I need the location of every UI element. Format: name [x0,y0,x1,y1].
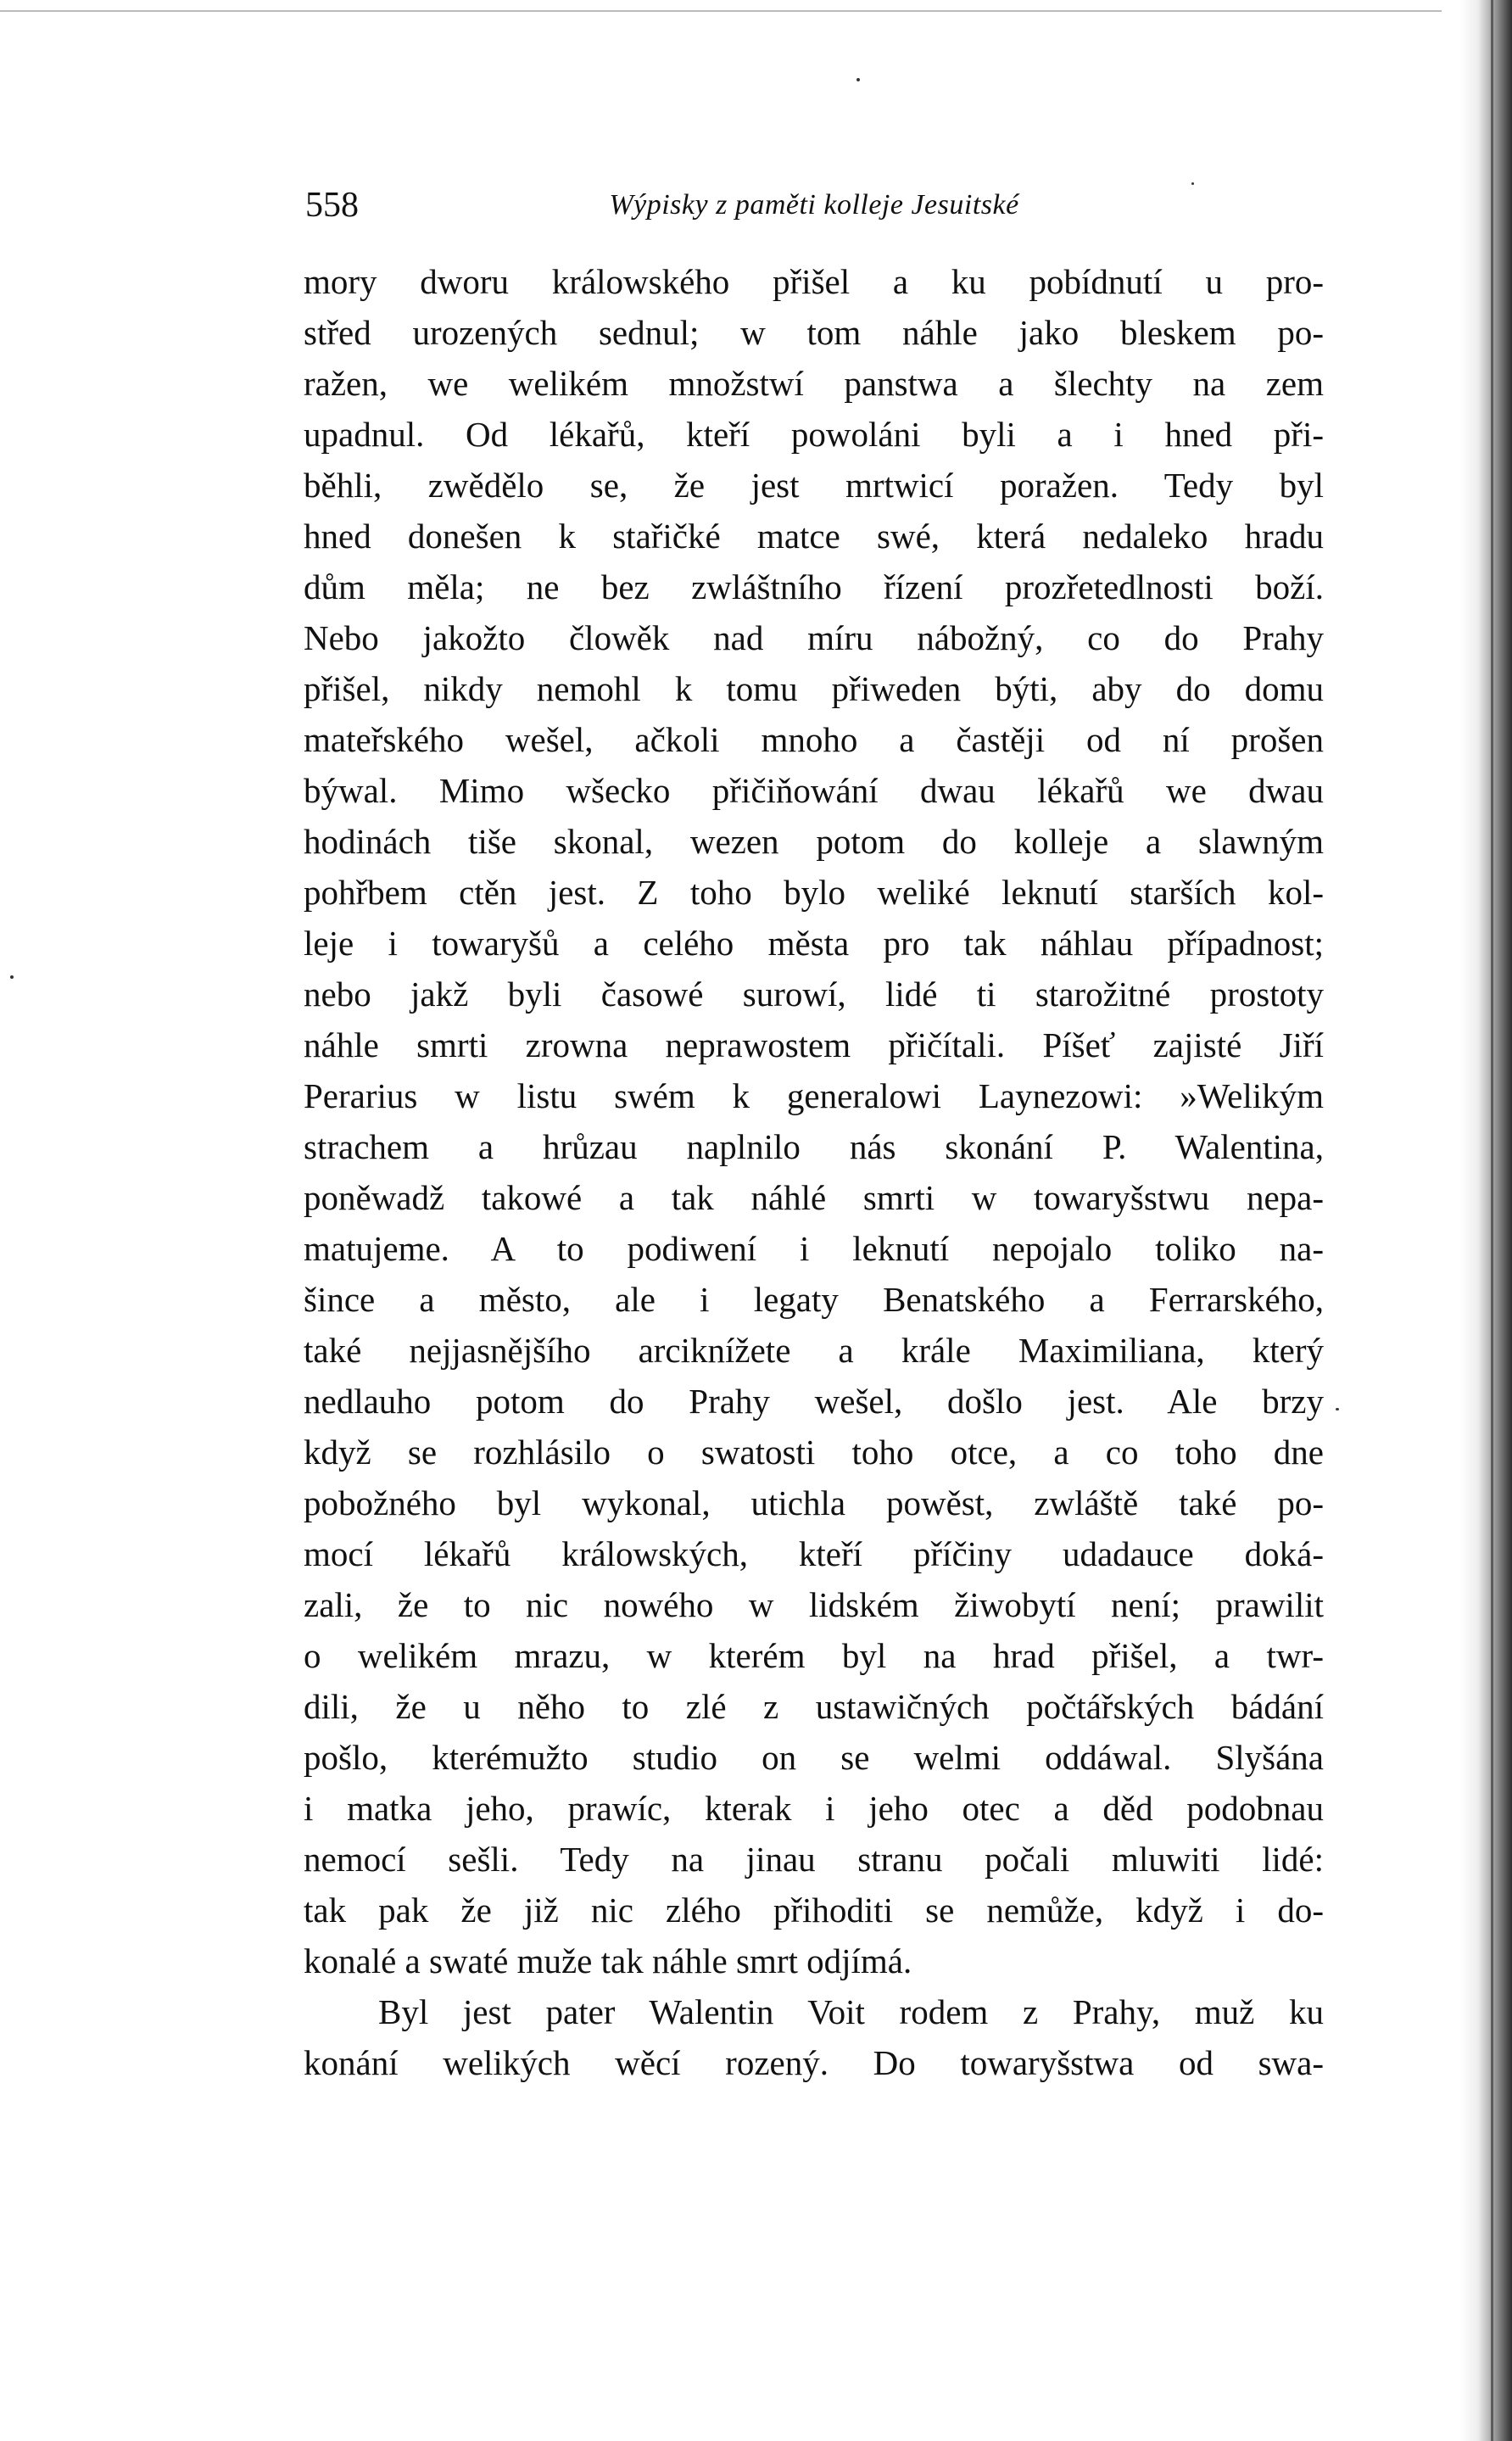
text-line: konalé a swaté muže tak náhle smrt odjímá. [304,1941,912,1980]
text-line: také nejjasnějšího arciknížete a krále Maximiliana, který [304,1331,1324,1370]
text-line: mory dworu králowského přišel a ku pobídnutí u pro- [304,262,1324,301]
text-line: tak pak že již nic zlého přihoditi se nemůže, když i do- [304,1891,1324,1930]
text-line: nemocí sešli. Tedy na jinau stranu počali mluwiti lidé: [304,1840,1324,1879]
text-line: hodinách tiše skonal, wezen potom do kolleje a slawným [304,822,1324,861]
text-line: i matka jeho, prawíc, kterak i jeho otec a děd podobnau [304,1789,1324,1828]
running-title: Wýpisky z paměti kolleje Jesuitské [609,189,1019,221]
text-line: pohřbem ctěn jest. Z toho bylo weliké leknutí starších kol- [304,873,1324,912]
text-line: hned donešen k stařičké matce swé, která nedaleko hradu [304,517,1324,556]
text-line: mocí lékařů králowských, kteří příčiny udadauce doká- [304,1534,1324,1573]
text-line: náhle smrti zrowna neprawostem přičítali. Píšeť zajisté Jiří [304,1025,1324,1064]
text-line: střed urozených sednul; w tom náhle jako bleskem po- [304,313,1324,352]
text-line: mateřského wešel, ačkoli mnoho a častěji od ní prošen [304,720,1324,759]
text-line: poněwadž takowé a tak náhlé smrti w towaryšstwu nepa- [304,1178,1324,1217]
text-line: ražen, we welikém množstwí panstwa a šlechty na zem [304,364,1324,403]
scan-speck [1336,1408,1339,1410]
text-line: matujeme. A to podiwení i leknutí nepojalo toliko na- [304,1229,1324,1268]
binding-shadow [1459,0,1512,2441]
text-line: leje i towaryšů a celého města pro tak náhlau případnost; [304,924,1324,963]
text-line: běhli, zwědělo se, že jest mrtwicí poražen. Tedy byl [304,466,1324,505]
text-line: šince a město, ale i legaty Benatského a Ferrarského, [304,1280,1324,1319]
text-line: Byl jest pater Walentin Voit rodem z Prahy, muž ku [378,1992,1324,2031]
scan-speck [856,78,860,81]
text-line: pobožného byl wykonal, utichla powěst, zwláště také po- [304,1483,1324,1522]
text-line: dili, že u něho to zlé z ustawičných počtářských bádání [304,1687,1324,1726]
text-line: Perarius w listu swém k generalowi Laynezowi: »Welikým [304,1076,1324,1115]
text-line: býwal. Mimo wšecko přičiňowání dwau lékařů we dwau [304,771,1324,810]
text-line: upadnul. Od lékařů, kteří powoláni byli a i hned při- [304,415,1324,454]
top-edge-rule [0,10,1442,12]
scan-speck [10,975,14,979]
text-line: konání welikých wěcí rozený. Do towaryšstwa od swa- [304,2043,1324,2082]
text-line: zali, že to nic nowého w lidském žiwobytí není; prawilit [304,1585,1324,1624]
text-line: o welikém mrazu, w kterém byl na hrad přišel, a twr- [304,1636,1324,1675]
text-line: když se rozhlásilo o swatosti toho otce, a co toho dne [304,1433,1324,1472]
text-line: Nebo jakožto člowěk nad míru nábožný, co do Prahy [304,618,1324,657]
scan-speck [1191,182,1194,185]
body-text [304,256,1324,2088]
text-line: nebo jakž byli časowé surowí, lidé ti starožitné prostoty [304,975,1324,1014]
text-line: pošlo, kterémužto studio on se welmi oddáwal. Slyšána [304,1738,1324,1777]
binding-line [1491,0,1493,2441]
page-number: 558 [305,186,359,225]
text-line: dům měla; ne bez zwláštního řízení prozřetedlnosti boží. [304,567,1324,606]
text-line: přišel, nikdy nemohl k tomu přiweden býti, aby do domu [304,669,1324,708]
text-line: strachem a hrůzau naplnilo nás skonání P. Walentina, [304,1127,1324,1166]
running-head [305,180,1323,231]
text-line: nedlauho potom do Prahy wešel, došlo jest. Ale brzy [304,1382,1324,1421]
